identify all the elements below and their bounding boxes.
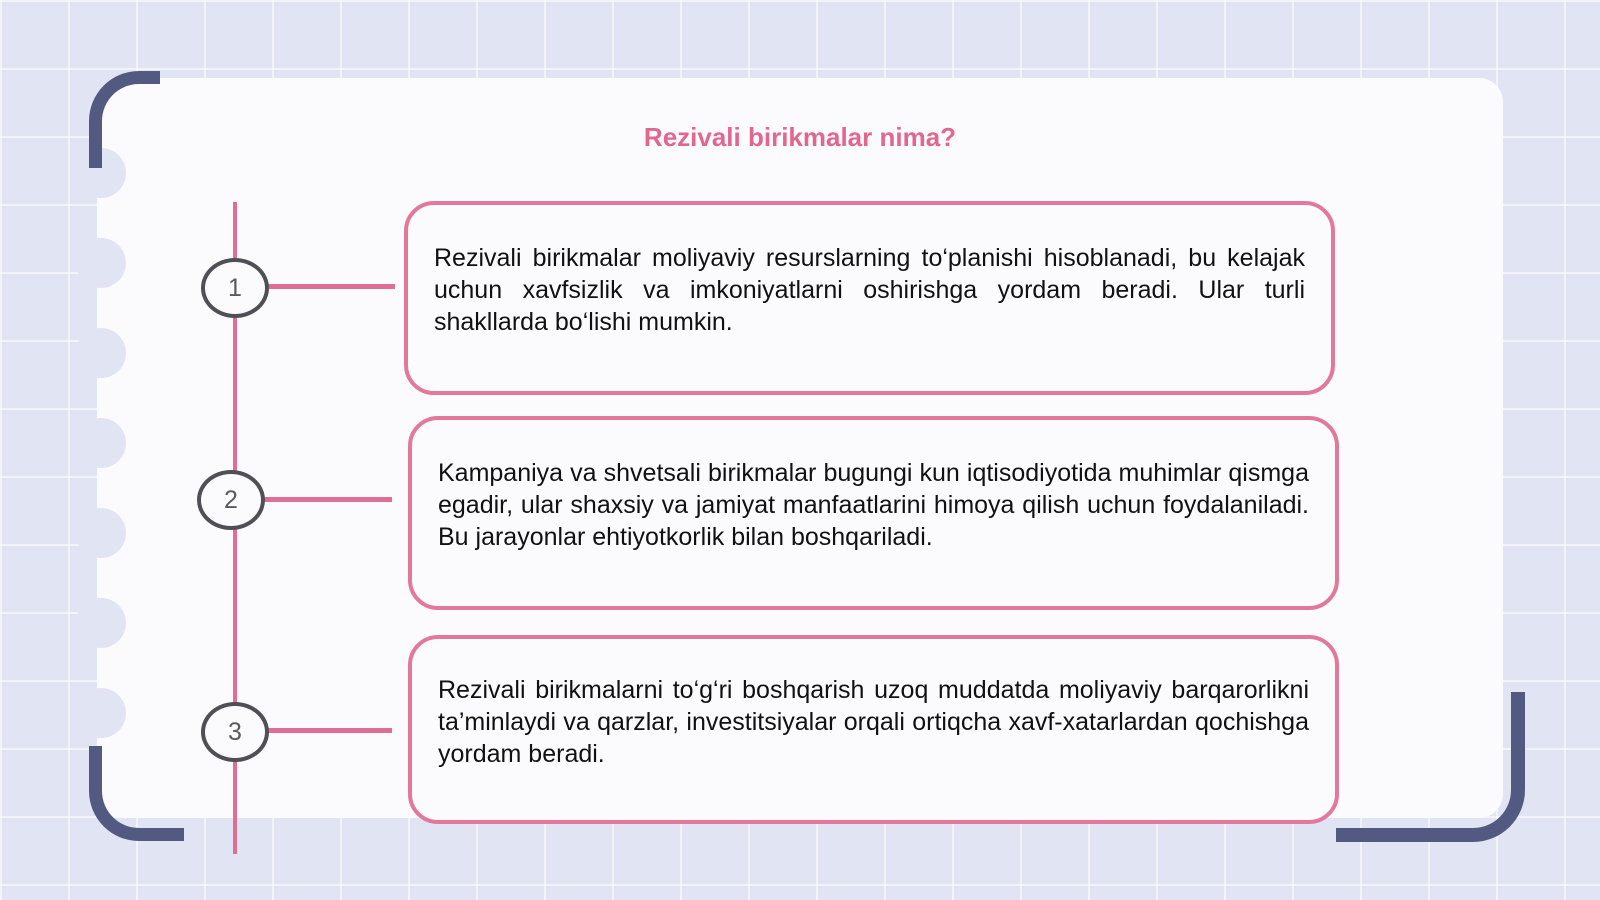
corner-bracket-top-left [89,71,160,168]
step-card-3 [408,635,1339,824]
paper-notch [76,328,126,378]
paper-notch [76,598,126,648]
step-card-1 [404,201,1335,395]
paper-notch [76,238,126,288]
step-marker-3: 3 [201,702,269,762]
step-card-2 [408,416,1339,610]
step-card-text: Kampaniya va shvetsali birikmalar bugungi kun iqtisodiyotida muhimlar qismga egadir, ular shaxsiy va jamiyat manfaatlarini himoya qilish uchun foydalaniladi. Bu jarayonlar ehtiyotkorlik bilan boshqariladi. [438,459,1309,551]
timeline-connector [268,284,395,289]
step-card-text: Rezivali birikmalarni to‘g‘ri boshqarish uzoq muddatda moliyaviy barqarorlikni ta’minlaydi va qarzlar, investitsiyalar orqali ortiqcha xavf-xatarlardan qochishga yordam beradi. [438,675,1309,768]
timeline-connector [268,728,392,733]
step-card-text: Rezivali birikmalar moliyaviy resurslarning to‘planishi hisoblanadi, bu kelajak uchun xavfsizlik va imkoniyatlarni oshirishga yordam beradi. Ular turli shakllarda bo‘lishi mumkin. [434,244,1305,336]
step-marker-1: 1 [201,258,269,318]
corner-bracket-bottom-left [89,746,184,841]
paper-notch [76,418,126,468]
corner-bracket-bottom-right [1336,692,1525,842]
paper-notch [76,508,126,558]
paper-notch [76,688,126,738]
slide-title: Rezivali birikmalar nima? [643,122,957,152]
step-marker-2: 2 [197,470,265,530]
timeline-connector [264,497,392,502]
